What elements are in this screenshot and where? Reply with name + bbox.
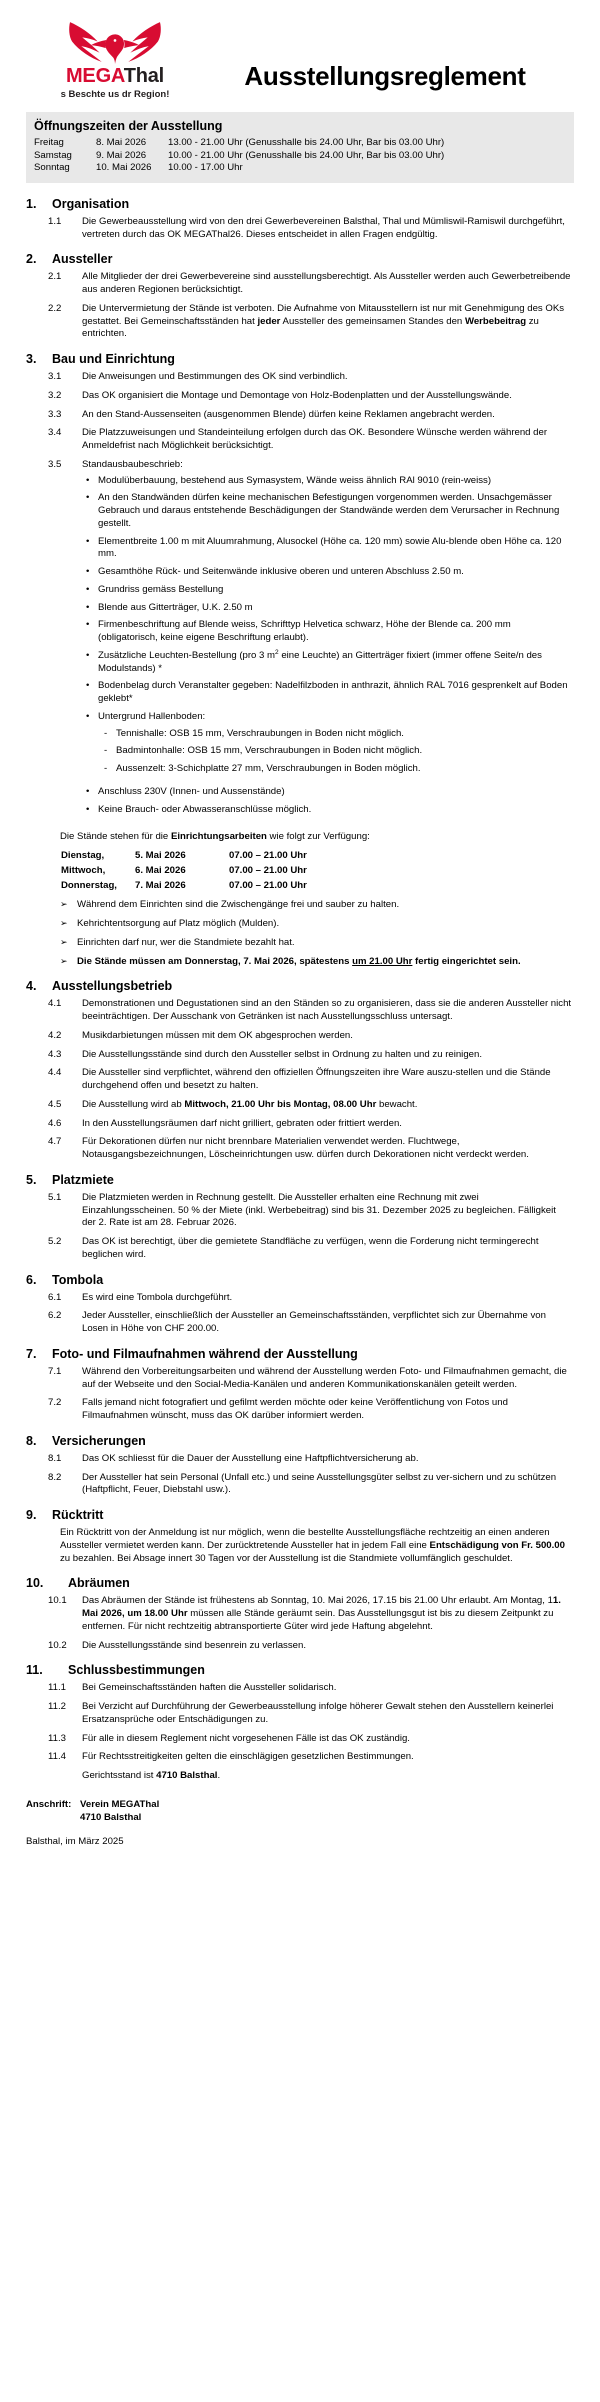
clause-number: 8.2: [48, 1471, 62, 1483]
clause: [26, 390, 574, 403]
section-heading: [26, 1347, 574, 1361]
list-item-text: Badmintonhalle: OSB 15 mm, Verschraubungen in Boden nicht möglich.: [116, 745, 423, 757]
clause-number: 10.1: [48, 1595, 67, 1607]
paragraph-part: Ein Rücktritt von der Anmeldung ist nur möglich, wenn die bestellte Ausstellungsfläche rechtzeitig an einen anderen Aussteller vermietet werden kann. Der zurücktretende Aussteller hat in jedem Fall eine: [60, 1527, 550, 1551]
clause-text: Während den Vorbereitungsarbeiten und während der Ausstellung werden Foto- und Filmaufnahmen gemacht, die auf der Webseite und den Social-Media-Kanälen und anderen Kommunikationskanälen geteilt werden.: [82, 1365, 567, 1390]
bullet-icon: •: [86, 710, 90, 722]
clause: [26, 1701, 574, 1727]
clause: [26, 1192, 574, 1230]
clause: [26, 1397, 574, 1423]
clause-number: 11.4: [48, 1751, 66, 1763]
dash-icon: -: [104, 763, 108, 775]
setup-day: Dienstag,: [61, 850, 105, 862]
section-number: 8.: [26, 1433, 37, 1448]
list-item: [82, 680, 572, 706]
section-heading: [26, 197, 574, 211]
section-number: 7.: [26, 1346, 37, 1361]
list-item-label: Untergrund Hallenboden:: [98, 710, 206, 722]
clause-text: Bei Verzicht auf Durchführung der Gewerbeausstellung infolge höherer Gewalt stehen den Ausstellern keinerlei Ersatzansprüche oder Entschädigungen zu.: [82, 1701, 554, 1725]
section-bau-einrichtung: [26, 352, 574, 968]
section-title: Aussteller: [52, 252, 113, 267]
section-title: Rücktritt: [52, 1508, 104, 1523]
clause-number: 5.1: [48, 1191, 62, 1203]
page-title: Ausstellungsreglement: [244, 61, 526, 91]
clause-emphasis: jeder: [257, 315, 281, 327]
clause-text: An den Stand-Aussenseiten (ausgenommen Blende) dürfen keine Reklamen angebracht werden.: [82, 408, 495, 420]
setup-times-intro: [60, 831, 574, 844]
table-row: [60, 864, 308, 879]
list-item-text: [77, 956, 574, 969]
table-row: [34, 162, 444, 175]
clause: [26, 303, 574, 341]
bullet-icon: •: [86, 803, 90, 815]
clause: [26, 1453, 574, 1466]
list-item-text: Gesamthöhe Rück- und Seitenwände inklusive oberen und unteren Abschluss 2.50 m.: [98, 566, 464, 578]
section-number: 5.: [26, 1172, 37, 1187]
clause-text-part: .: [217, 1770, 221, 1782]
bullet-icon: •: [86, 474, 90, 486]
setup-rules-list: [26, 899, 574, 968]
list-item: [98, 728, 572, 741]
clause-number: 6.1: [48, 1291, 62, 1303]
clause-text: Für Dekorationen dürfen nur nicht brennbare Materialien verwendet werden. Fluchtwege, Notausgangsbezeichnungen, Löscheinrichtungen usw. dürfen durch Dekorationen nicht verdeckt werden.: [82, 1136, 529, 1161]
address-block: [26, 1799, 574, 1825]
clause: [26, 1136, 574, 1162]
list-item-text: Modulüberbauung, bestehend aus Symasystem, Wände weiss ähnlich RAl 9010 (rein-weiss): [98, 474, 492, 486]
clause-number: 4.3: [48, 1048, 62, 1060]
section-number: 4.: [26, 979, 37, 994]
dash-icon: -: [104, 745, 108, 757]
clause-number: 4.2: [48, 1029, 62, 1041]
setup-time: 07.00 – 21.00 Uhr: [229, 864, 307, 876]
clause-text: Die Ausstellungsstände sind besenrein zu verlassen.: [82, 1639, 306, 1651]
clause-number: 5.2: [48, 1236, 62, 1248]
section-title: Abräumen: [68, 1576, 130, 1591]
list-item: [82, 566, 572, 579]
clause: [26, 998, 574, 1024]
document-header: [26, 14, 574, 100]
section-heading: [26, 252, 574, 266]
section-platzmiete: [26, 1173, 574, 1262]
opening-hours-table: [34, 137, 444, 175]
clause-number: 2.1: [48, 271, 62, 283]
list-item-text-part: Zusätzliche Leuchten-Bestellung (pro 3 m: [98, 649, 276, 661]
table-row: [34, 137, 444, 150]
clause-number: 3.3: [48, 408, 62, 420]
clause: [26, 271, 574, 297]
clause-emphasis: 4710 Balsthal: [156, 1770, 218, 1782]
setup-date: 6. Mai 2026: [135, 864, 186, 876]
section-title: Schlussbestimmungen: [68, 1663, 205, 1678]
list-item: [82, 650, 572, 676]
setup-intro-part: wie folgt zur Verfügung:: [266, 831, 370, 843]
clause-text: Es wird eine Tombola durchgeführt.: [82, 1291, 233, 1303]
clause-number: 1.1: [48, 215, 62, 227]
section-versicherungen: [26, 1434, 574, 1497]
clause-number: 4.1: [48, 998, 62, 1010]
clause-text: [82, 303, 574, 341]
opening-hours-panel: [26, 112, 574, 183]
list-item: [98, 763, 572, 776]
table-row: [60, 879, 308, 894]
clause-text: Das OK schliesst für die Dauer der Ausstellung eine Haftpflichtversicherung ab.: [82, 1452, 419, 1464]
clause: [26, 371, 574, 384]
list-item-text: Einrichten darf nur, wer die Standmiete bezahlt hat.: [77, 936, 295, 948]
clause-emphasis: 1. Mai 2026, um 18.00 Uhr: [82, 1595, 561, 1620]
clause-number: 2.2: [48, 302, 62, 314]
list-item: [82, 536, 572, 562]
arrow-bullet-icon: ➢: [60, 918, 68, 929]
list-item-text: Grundriss gemäss Bestellung: [98, 583, 224, 595]
clause: [26, 1751, 574, 1764]
clause-number: 10.2: [48, 1639, 67, 1651]
setup-day: Mittwoch,: [61, 864, 106, 876]
list-item: [60, 918, 574, 931]
setup-day: Donnerstag,: [61, 879, 117, 891]
bullet-icon: •: [86, 601, 90, 613]
clause-number: 6.2: [48, 1310, 62, 1322]
list-item-text: Bodenbelag durch Veranstalter gegeben: Nadelfilzboden in anthrazit, ähnlich RAL 7016 gesprenkelt auf Boden geklebt*: [98, 680, 568, 705]
address-line-2: 4710 Balsthal: [80, 1811, 142, 1823]
section-number: 10.: [26, 1576, 44, 1591]
clause-number: 11.2: [48, 1701, 66, 1713]
section-ruecktritt: [26, 1508, 574, 1565]
clause-number: 3.4: [48, 427, 62, 439]
arrow-bullet-icon: ➢: [60, 899, 68, 910]
list-item: [60, 937, 574, 950]
clause-text: Der Aussteller hat sein Personal (Unfall etc.) und seine Ausstellungsgüter selbst zu ver-sichern und zu schützen (Haftpflicht, Feuer, Diebstahl usw.).: [82, 1471, 557, 1496]
clause: [26, 1770, 574, 1783]
section-number: 2.: [26, 252, 37, 267]
section-title: Organisation: [52, 196, 130, 211]
section-number: 9.: [26, 1508, 37, 1523]
clause-text-part: müssen alle Stände geräumt sein. Das Ausstellungsgut ist bis zu diesem Zeitpunkt zu entfernen. Für nicht rechtzeitig abtransportierte Güter wird jede Haftung abgelehnt.: [82, 1608, 554, 1632]
hours-date: 8. Mai 2026: [96, 137, 147, 148]
clause-text: In den Ausstellungsräumen darf nicht grilliert, gebraten oder frittiert werden.: [82, 1117, 402, 1129]
clause-text: Die Anweisungen und Bestimmungen des OK sind verbindlich.: [82, 371, 348, 383]
brand-wordmark: [66, 66, 164, 86]
clause: [26, 1030, 574, 1043]
clause-text: Die Platzmieten werden in Rechnung gestellt. Die Aussteller erhalten eine Rechnung mit zwei Einzahlungsscheinen. 50 % der Miete (inkl. Werbebeitrag) sind bis 31. Dezember 2025 zu begleichen. Fälligkeit der 2. Rate ist am 28. Februar 2026.: [82, 1191, 556, 1229]
list-item: [60, 956, 574, 969]
hours-time: 13.00 - 21.00 Uhr (Genusshalle bis 24.00 Uhr, Bar bis 03.00 Uhr): [168, 137, 445, 148]
hours-day: Freitag: [34, 137, 64, 148]
bullet-icon: •: [86, 680, 90, 692]
hours-date: 10. Mai 2026: [96, 162, 152, 174]
list-item-text: Anschluss 230V (Innen- und Aussenstände): [98, 785, 285, 797]
list-item: [98, 745, 572, 758]
clause-text: [82, 459, 574, 822]
clause: [26, 1310, 574, 1336]
clause-text: Bei Gemeinschaftsständen haften die Aussteller solidarisch.: [82, 1682, 337, 1694]
section-heading: [26, 979, 574, 993]
list-item: [82, 804, 572, 817]
paragraph-emphasis: Entschädigung von Fr. 500.00: [429, 1539, 565, 1551]
list-item-text-part: fertig eingerichtet sein.: [412, 955, 521, 967]
clause: [26, 1067, 574, 1093]
hours-day: Sonntag: [34, 162, 70, 174]
brand-name-thal: Thal: [123, 65, 165, 87]
section-title: Ausstellungsbetrieb: [52, 979, 173, 994]
clause-text: Für Rechtsstreitigkeiten gelten die einschlägigen gesetzlichen Bestimmungen.: [82, 1751, 414, 1763]
table-row: [60, 849, 308, 864]
arrow-bullet-icon: ➢: [60, 936, 68, 947]
clause-number-empty: [26, 1770, 82, 1783]
clause: [26, 1640, 574, 1653]
section-abraeumen: [26, 1576, 574, 1652]
bullet-icon: •: [86, 619, 90, 631]
brand-logo: [26, 19, 200, 100]
list-item-text: Firmenbeschriftung auf Blende weiss, Schrifttyp Helvetica schwarz, Höhe der Blende ca. 200 mm (obligatorisch, keine eigene Beschriftung erlaubt).: [98, 619, 511, 644]
section-organisation: [26, 197, 574, 242]
hours-time: 10.00 - 21.00 Uhr (Genusshalle bis 24.00 Uhr, Bar bis 03.00 Uhr): [168, 149, 445, 161]
setup-times-table: [60, 849, 308, 893]
list-item-text: Während dem Einrichten sind die Zwischengänge frei und sauber zu halten.: [77, 899, 400, 911]
clause-number: 4.4: [48, 1067, 62, 1079]
clause: [26, 1682, 574, 1695]
superscript-two: 2: [275, 648, 279, 656]
bullet-icon: •: [86, 583, 90, 595]
clause: [26, 1118, 574, 1131]
section-title: Foto- und Filmaufnahmen während der Ausstellung: [52, 1346, 358, 1361]
bullet-icon: •: [86, 785, 90, 797]
section-heading: [26, 1434, 574, 1448]
clause-text-part: zu entrichten.: [82, 315, 539, 340]
list-item: [82, 475, 572, 488]
table-row: [34, 150, 444, 163]
clause: [26, 1366, 574, 1392]
gerichtsstand-text: [82, 1770, 574, 1783]
clause-text: [82, 1595, 574, 1633]
section-heading: [26, 352, 574, 366]
hours-day: Samstag: [34, 149, 72, 161]
section-title: Platzmiete: [52, 1172, 114, 1187]
section-title: Versicherungen: [52, 1433, 146, 1448]
address-label: Anschrift:: [26, 1798, 72, 1810]
list-item-text: [98, 650, 572, 676]
clause-text: Alle Mitglieder der drei Gewerbevereine sind ausstellungsberechtigt. Als Aussteller werden auch Gewerbetreibende aus anderen Regionen berücksichtigt.: [82, 271, 571, 296]
setup-intro-part: Die Stände stehen für die: [60, 831, 171, 843]
section-foto-film: [26, 1347, 574, 1423]
list-item-text: Kehrichtentsorgung auf Platz möglich (Mulden).: [77, 918, 280, 930]
clause-number: 3.1: [48, 371, 62, 383]
clause-number: 11.3: [48, 1732, 66, 1744]
dash-icon: -: [104, 727, 108, 739]
signoff-text: Balsthal, im März 2025: [26, 1835, 124, 1847]
section-number: 6.: [26, 1272, 37, 1287]
section-number: 3.: [26, 352, 37, 367]
list-item-text: An den Standwänden dürfen keine mechanischen Befestigungen vorgenommen werden. Unsachgemässer Gebrauch und daraus entstehende Beschädigungen der Standwände werden dem Verursacher in Rechnung gestellt.: [98, 492, 560, 529]
clause: [26, 216, 574, 242]
clause: [26, 1733, 574, 1746]
list-item: [82, 711, 572, 781]
section-tombola: [26, 1273, 574, 1336]
section-aussteller: [26, 252, 574, 341]
clause-text: Die Gewerbeausstellung wird von den drei Gewerbevereinen Balsthal, Thal und Mümliswil-Ramiswil durchgeführt, vertreten durch das OK MEGAThal26. Dieses entscheidet in allen Fragen endgültig.: [82, 215, 565, 240]
list-item: [60, 899, 574, 912]
list-item-text: Elementbreite 1.00 m mit Aluumrahmung, Alusockel (Höhe ca. 120 mm) sowie Alu-blende oben Höhe ca. 120 mm.: [98, 535, 562, 560]
clause-text-part: Gerichtsstand ist: [82, 1770, 157, 1782]
clause-text-part: Das Abräumen der Stände ist frühestens ab Sonntag, 10. Mai 2026, 17.15 bis 21.00 Uhr erlaubt. Am Montag, 1: [82, 1595, 553, 1607]
list-item-text: [98, 711, 572, 781]
clause-emphasis: Mittwoch, 21.00 Uhr bis Montag, 08.00 Uhr: [184, 1098, 377, 1110]
section-paragraph: [60, 1527, 574, 1565]
clause: [26, 427, 574, 453]
clause-text-part: bewacht.: [376, 1098, 418, 1110]
hours-date: 9. Mai 2026: [96, 149, 147, 161]
clause: [26, 1099, 574, 1112]
section-ausstellungsbetrieb: [26, 979, 574, 1162]
arrow-bullet-icon: ➢: [60, 955, 68, 966]
clause-number: 7.2: [48, 1397, 62, 1409]
clause: [26, 1292, 574, 1305]
clause: [26, 1049, 574, 1062]
clause: [26, 1236, 574, 1262]
clause-emphasis: Werbebeitrag: [464, 315, 527, 327]
clause-text-part: Die Untervermietung der Stände ist verboten. Die Aufnahme von Mitausstellern ist nur mit Genehmigung des OKs gestattet. Bei Gemeinschaftsständen hat: [82, 302, 565, 327]
clause-number: 3.2: [48, 389, 62, 401]
clause-number: 4.7: [48, 1136, 62, 1148]
setup-time: 07.00 – 21.00 Uhr: [229, 879, 307, 891]
section-heading: [26, 1508, 574, 1522]
list-item: [82, 602, 572, 615]
hallenboden-sublist: [98, 728, 572, 776]
list-item-text-part: Die Stände müssen am Donnerstag, 7. Mai 2026, spätestens: [77, 955, 353, 967]
eagle-wings-icon: [63, 19, 167, 65]
clause-text: Für alle in diesem Reglement nicht vorgesehenen Fälle ist das OK zuständig.: [82, 1732, 410, 1744]
address-line-1: Verein MEGAThal: [80, 1798, 160, 1810]
bullet-icon: •: [86, 566, 90, 578]
list-item-text-underlined: um 21.00 Uhr: [352, 955, 413, 967]
bullet-icon: •: [86, 492, 90, 504]
clause: [26, 459, 574, 822]
clause-number: 8.1: [48, 1452, 62, 1464]
list-item: [82, 619, 572, 645]
brand-tagline: s Beschte us dr Region!: [60, 89, 170, 100]
clause-text: Das OK ist berechtigt, über die gemietete Standfläche zu verfügen, wenn die Forderung nicht termingerecht beglichen wird.: [82, 1236, 539, 1260]
section-heading: [26, 1576, 574, 1590]
paragraph-part: zu bezahlen. Bei Absage innert 30 Tagen vor der Ausstellung ist die Standmiete vollumfänglich geschuldet.: [60, 1552, 513, 1564]
section-schlussbestimmungen: [26, 1663, 574, 1783]
list-item: [82, 584, 572, 597]
clause: [26, 1595, 574, 1633]
list-item-text: Tennishalle: OSB 15 mm, Verschraubungen in Boden nicht möglich.: [116, 727, 404, 739]
opening-hours-heading: Öffnungszeiten der Ausstellung: [34, 119, 223, 133]
list-item: [82, 786, 572, 799]
standausbau-bullet-list: [82, 475, 572, 817]
clause-number: 4.5: [48, 1098, 62, 1110]
hours-time: 10.00 - 17.00 Uhr: [168, 162, 243, 174]
list-item-text: Aussenzelt: 3-Schichplatte 27 mm, Verschraubungen in Boden möglich.: [116, 763, 421, 775]
section-title: Bau und Einrichtung: [52, 352, 175, 367]
clause-text-part: Aussteller des gemeinsamen Standes den: [280, 315, 465, 327]
section-number: 11.: [26, 1663, 43, 1678]
bullet-icon: •: [86, 535, 90, 547]
clause-number: 3.5: [48, 458, 62, 470]
list-item: [82, 492, 572, 530]
list-item-text: Keine Brauch- oder Abwasseranschlüsse möglich.: [98, 803, 312, 815]
bullet-icon: •: [86, 649, 90, 661]
clause-text: Die Aussteller sind verpflichtet, während den offiziellen Öffnungszeiten ihre Ware auszu-stellen und die Stände durchgehend offen und besetzt zu halten.: [82, 1067, 551, 1092]
section-title: Tombola: [52, 1272, 104, 1287]
clause-number: 7.1: [48, 1365, 62, 1377]
address-lines: [80, 1799, 574, 1825]
setup-intro-emphasis: Einrichtungsarbeiten: [170, 831, 267, 843]
brand-name-mega: MEGA: [65, 65, 124, 87]
clause-text: Die Ausstellungsstände sind durch den Aussteller selbst in Ordnung zu halten und zu reinigen.: [82, 1048, 482, 1060]
section-number: 1.: [26, 196, 37, 211]
clause-text: [82, 1099, 574, 1112]
clause: [26, 409, 574, 422]
list-item-text: Blende aus Gitterträger, U.K. 2.50 m: [98, 601, 253, 613]
section-heading: [26, 1173, 574, 1187]
document-footer: [26, 1799, 574, 1849]
clause-text-part: Die Ausstellung wird ab: [82, 1098, 185, 1110]
clause-text: Musikdarbietungen müssen mit dem OK abgesprochen werden.: [82, 1029, 353, 1041]
clause-text: Jeder Aussteller, einschließlich der Aussteller an Gemeinschaftsständen, verpflichtet sich zur Übernahme von Losen in Höhe von CHF 200.00.: [82, 1310, 546, 1335]
list-item-text-part: eine Leuchte) an Gitterträger fixiert (immer offene Seite/n des Modulstands) *: [98, 649, 542, 674]
clause-number: 4.6: [48, 1117, 62, 1129]
clause: [26, 1472, 574, 1498]
setup-date: 5. Mai 2026: [135, 850, 186, 862]
clause-text: Das OK organisiert die Montage und Demontage von Holz-Bodenplatten und der Ausstellungswände.: [82, 389, 512, 401]
clause-label: Standausbaubeschrieb:: [82, 458, 183, 470]
section-heading: [26, 1663, 574, 1677]
clause-number: 11.1: [48, 1682, 66, 1694]
clause-text: Falls jemand nicht fotografiert und gefilmt werden möchte oder keine Veröffentlichung von Fotos und Filmaufnahmen wünscht, muss das OK darüber informiert werden.: [82, 1397, 508, 1422]
clause-text: Die Platzzuweisungen und Standeinteilung erfolgen durch das OK. Besondere Wünsche werden während der Anmeldefrist nach Möglichkeit berücksichtigt.: [82, 427, 548, 452]
setup-time: 07.00 – 21.00 Uhr: [229, 850, 307, 862]
setup-date: 7. Mai 2026: [135, 879, 186, 891]
clause-text: Demonstrationen und Degustationen sind an den Ständen so zu organisieren, dass sie die anderen Aussteller nicht beeinträchtigen. Der Ausschank von Getränken ist nach Ausstellungsschluss untersagt.: [82, 998, 572, 1023]
section-heading: [26, 1273, 574, 1287]
